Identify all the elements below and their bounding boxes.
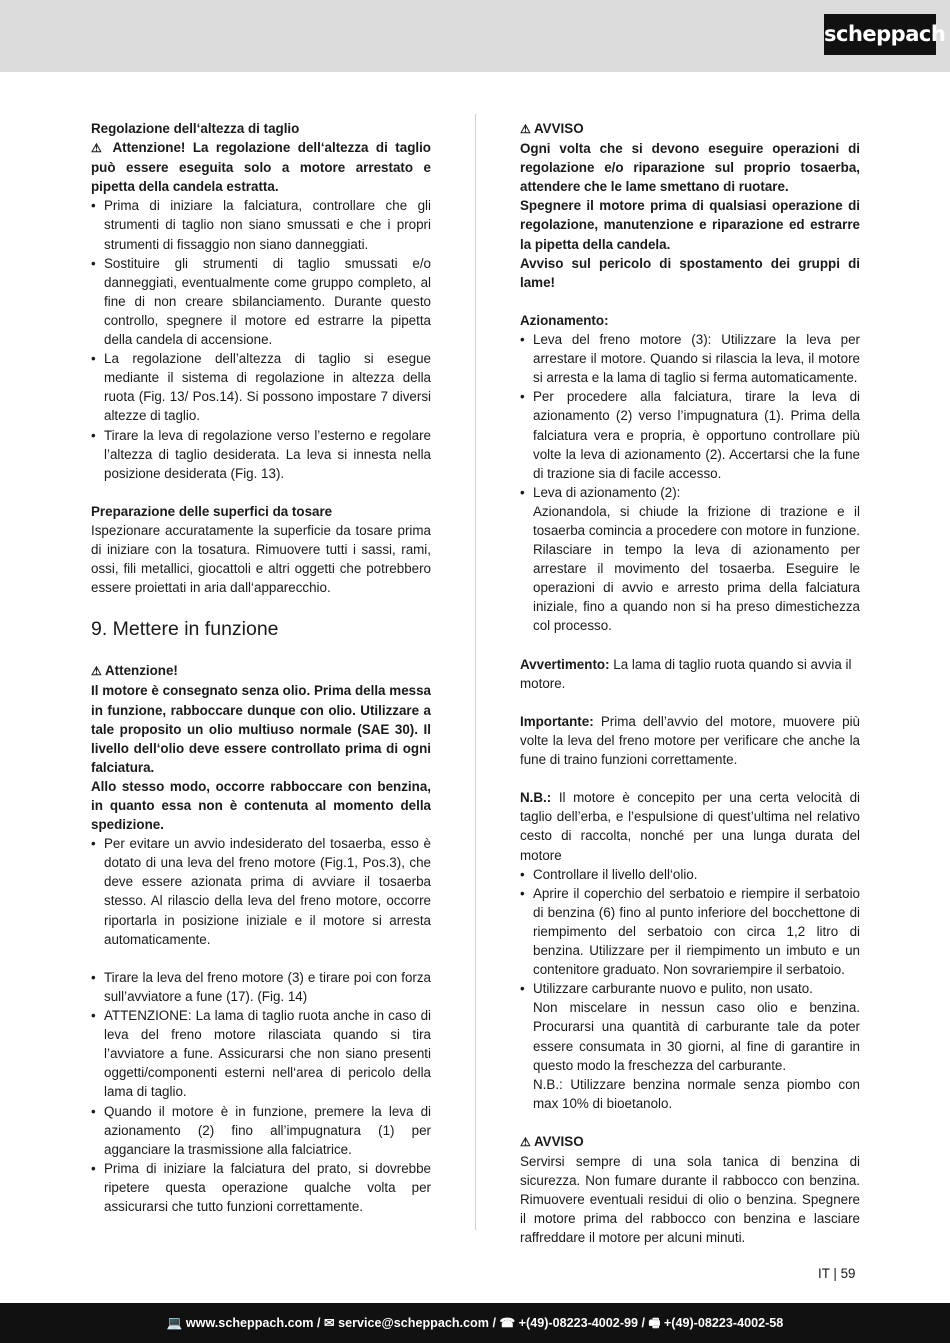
footer-email[interactable]: service@scheppach.com /: [338, 1316, 496, 1330]
list-item: • La regolazione dell’altezza di taglio si esegue mediante il sistema di regolazione in altezza della ruota (Fig. 13/ Pos.14). Si possono impostare 7 diversi altezze di taglio.: [91, 349, 431, 425]
envelope-icon: ✉: [324, 1316, 335, 1330]
attention-heading-text: Attenzione!: [105, 663, 178, 679]
avviso-heading: [520, 1132, 860, 1152]
right-column: [520, 119, 860, 1248]
important-text: Prima dell’avvio del motore, muovere più volte la leva del freno motore per verificare che anche la fune di traino funzioni correttamente.: [520, 713, 860, 768]
list-item: • Utilizzare carburante nuovo e pulito, non usato.: [520, 979, 860, 998]
warning-triangle-icon: ⚠: [91, 664, 102, 679]
computer-icon: 💻: [166, 1316, 183, 1330]
header-band: [0, 0, 950, 72]
attention-text-oil: Il motore è consegnato senza olio. Prima della messa in funzione, rabboccare dunque con olio. Utilizzare a tale proposito un olio multiuso normale (SAE 30). Il livello dell‘olio deve essere controllato prima di ogni falciatura.: [91, 683, 431, 775]
footer-fax: +(49)-08223-4002-58: [663, 1316, 784, 1330]
column-divider: [475, 114, 476, 1230]
avviso-text: Avviso sul pericolo di spostamento dei gruppi di lame!: [520, 255, 860, 290]
avviso-text: Ogni volta che si devono eseguire operazioni di regolazione e/o riparazione sul proprio tosaerba, attendere che le lame smettano di ruotare.: [520, 141, 860, 195]
list-item: • Controllare il livello dell‘olio.: [520, 865, 860, 884]
prep-text: Ispezionare accuratamente la superficie da tosare prima di iniziare con la tosatura. Rimuovere tutti i sassi, rami, ossi, fili metallici, giocattoli e altri oggetti che potrebbero essere proiettati in aria dall‘apparecchio.: [91, 522, 431, 596]
list-item: • Prima di iniziare la falciatura, controllare che gli strumenti di taglio non siano smussati e che i propri strumenti di fissaggio non siano danneggiati.: [91, 196, 431, 253]
list-item: • Sostituire gli strumenti di taglio smussati e/o danneggiati, eventualmente come gruppo completo, al fine di non creare sbilanciamento. Durante questo controllo, spegnere il motore ed estrarre la pipetta della candela di accensione.: [91, 254, 431, 349]
important-label: Importante:: [520, 713, 594, 729]
footer-phone: +(49)-08223-4002-99 /: [518, 1316, 646, 1330]
warning-triangle-icon: ⚠: [91, 141, 106, 156]
attention-text-fuel: Allo stesso modo, occorre rabboccare con benzina, in quanto essa non è contenuta al momento della spedizione.: [91, 778, 431, 833]
list-item: • ATTENZIONE: La lama di taglio ruota anche in caso di leva del freno motore rilasciata quando si tira l’avviatore a fune. Assicurarsi che non siano presenti oggetti/componenti esterni nell‘area di pericolo della lama di taglio.: [91, 1006, 431, 1101]
section-title: 9. Mettere in funzione: [91, 618, 279, 641]
avviso-text: Servirsi sempre di una sola tanica di benzina di sicurezza. Non fumare durante il rabbocco con benzina. Rimuovere eventuali residui di olio o benzina. Spegnere il motore prima del rabbocco con benzina e lasciare raffreddare il motore per alcuni minuti.: [520, 1154, 860, 1246]
warning-triangle-icon: ⚠: [520, 122, 531, 136]
drive-heading: Azionamento:: [520, 312, 609, 328]
fuel-subtext: N.B.: Utilizzare benzina normale senza piombo con max 10% di bioetanolo.: [533, 1076, 860, 1111]
attention-heading: [91, 661, 431, 681]
warning-paragraph: [520, 655, 860, 693]
phone-icon: ☎: [499, 1316, 516, 1330]
fax-icon: 🖷: [648, 1316, 661, 1330]
avviso-heading: [520, 119, 860, 139]
height-warning: [91, 138, 431, 196]
list-item: • Aprire il coperchio del serbatoio e riempire il serbatoio di benzina (6) fino al punto inferiore del bocchettone di riempimento del serbatoio con circa 1,2 litro di benzina. Utilizzare per il riempimento un imbuto e un contenitore graduato. Non sovrariempire il serbatoio.: [520, 884, 860, 979]
important-paragraph: [520, 712, 860, 769]
warning-label: Avvertimento:: [520, 656, 610, 672]
avviso-text: Spegnere il motore prima di qualsiasi operazione di regolazione, manutenzione e riparazione ed estrarre la pipetta della candela.: [520, 198, 860, 252]
list-item: • Tirare la leva di regolazione verso l’esterno e regolare l’altezza di taglio desiderata. La leva si innesta nella posizione desiderata (Fig. 13).: [91, 426, 431, 483]
list-item: • Per evitare un avvio indesiderato del tosaerba, esso è dotato di una leva del freno motore (Fig.1, Pos.3), che deve essere azionata prima di avviare il tosaerba stesso. Al rilascio della leva del freno motore, occorre riportarla in posizione iniziale e il motore si arresta automaticamente.: [91, 834, 431, 949]
nb-paragraph: [520, 788, 860, 864]
left-column: [91, 119, 431, 1216]
warning-triangle-icon: ⚠: [520, 1134, 531, 1149]
nb-text: Il motore è concepito per una certa velocità di taglio dell’erba, e l’espulsione di quest’ultima nel relativo cesto di raccolta, nonché per una lunga durata del motore: [520, 790, 860, 863]
scheppach-logo: scheppach: [824, 14, 936, 55]
height-warning-text: Attenzione! La regolazione dell‘altezza di taglio può essere eseguita solo a motore arrestato e pipetta della candela estratta.: [91, 140, 431, 195]
fuel-subtext: Non miscelare in nessun caso olio e benzina. Procurarsi una quantità di carburante tale da poter essere consumata in 30 giorni, al fine di garantire in questo modo la freschezza del carburante.: [533, 1000, 860, 1073]
height-heading: Regolazione dell‘altezza di taglio: [91, 121, 300, 136]
nb-label: N.B.:: [520, 790, 552, 806]
list-item: • Leva del freno motore (3): Utilizzare la leva per arrestare il motore. Quando si rilascia la leva, il motore si arresta e la lama di taglio si ferma automaticamente.: [520, 330, 860, 387]
avviso-heading-text: AVVISO: [534, 121, 584, 136]
prep-heading: Preparazione delle superfici da tosare: [91, 503, 333, 519]
warning-text: La lama di taglio ruota quando si avvia il motore.: [520, 656, 852, 691]
list-item: • Per procedere alla falciatura, tirare la leva di azionamento (2) verso l’impugnatura (1). Prima della falciatura vera e propria, è opportuno controllare più volte la leva di azionamento (2). Accertarsi che la fune di trazione sia di facile accesso.: [520, 387, 860, 482]
footer: [0, 1303, 950, 1343]
footer-web[interactable]: www.scheppach.com /: [185, 1316, 321, 1330]
drive-subtext: Azionandola, si chiude la frizione di trazione e il tosaerba comincia a procedere con motore in funzione. Rilasciare in tempo la leva di azionamento per arrestare il movimento del tosaerba. Eseguire le operazioni di avvio e arresto prima della falciatura iniziale, fino a quando non si ha preso dimestichezza col processo.: [533, 503, 860, 634]
list-item: • Leva di azionamento (2):: [520, 483, 860, 502]
page-number: IT | 59: [818, 1266, 856, 1281]
list-item: • Quando il motore è in funzione, premere la leva di azionamento (2) fino all’impugnatura (1) per agganciare la trasmissione alla falciatrice.: [91, 1102, 431, 1159]
list-item: • Tirare la leva del freno motore (3) e tirare poi con forza sull’avviatore a fune (17). (Fig. 14): [91, 968, 431, 1006]
list-item: • Prima di iniziare la falciatura del prato, si dovrebbe ripetere questa operazione qualche volta per assicurarsi che tutto funzioni correttamente.: [91, 1159, 431, 1216]
avviso-heading-text: AVVISO: [534, 1133, 584, 1149]
